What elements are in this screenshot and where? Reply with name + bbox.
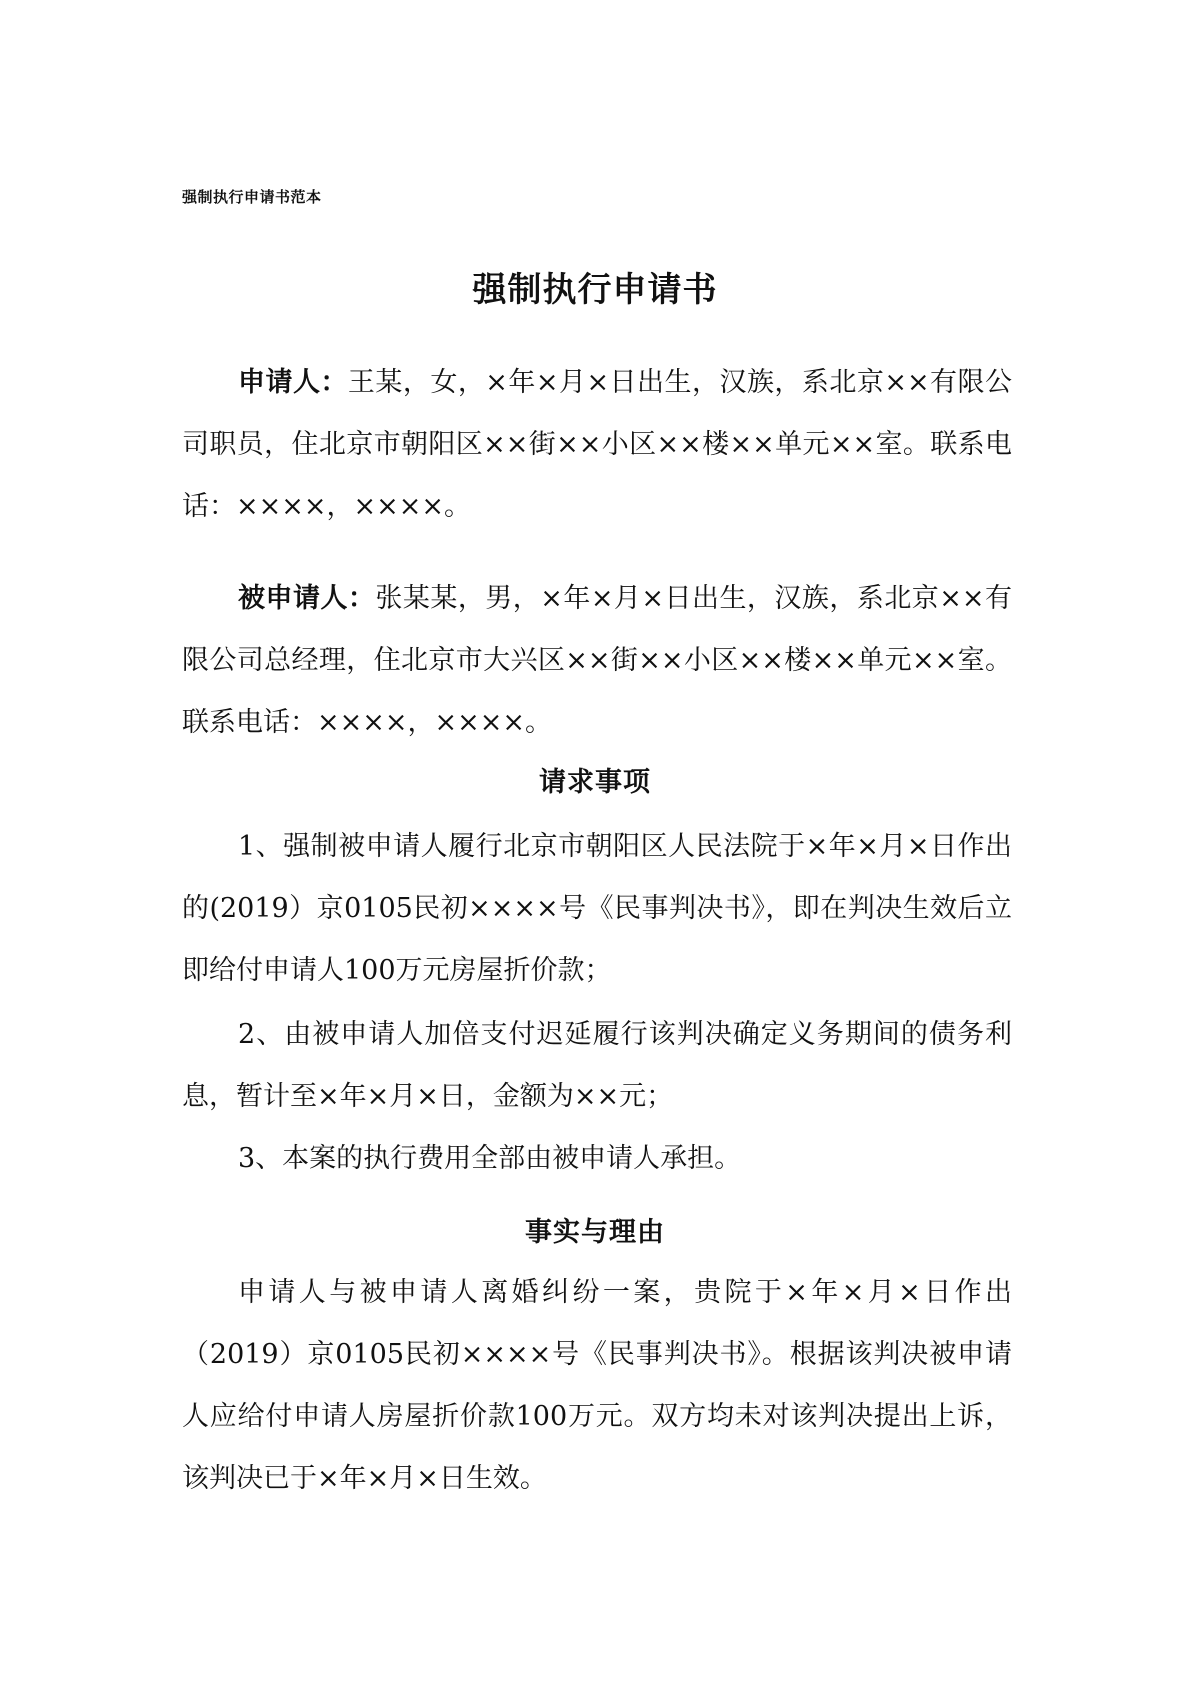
facts-heading: 事实与理由 — [525, 1217, 665, 1248]
claim-item-1: 1、强制被申请人履行北京市朝阳区人民法院于×年×月×日作出的(2019）京0105民初××××号《民事判决书》，即在判决生效后立即给付申请人100万元房屋折价款； — [182, 831, 1012, 986]
header-note: 强制执行申请书范本 — [182, 188, 322, 206]
respondent-label: 被申请人： — [238, 583, 376, 614]
claim-item-3: 3、本案的执行费用全部由被申请人承担。 — [238, 1143, 742, 1174]
document-title: 强制执行申请书 — [472, 270, 718, 310]
applicant-paragraph — [182, 352, 1012, 538]
claim-item-2: 2、由被申请人加倍支付迟延履行该判决确定义务期间的债务利息，暂计至×年×月×日，金额为××元； — [182, 1019, 1012, 1112]
respondent-text: 张某某，男，×年×月×日出生，汉族，系北京××有限公司总经理，住北京市大兴区××街××小区××楼××单元××室。联系电话：××××，××××。 — [182, 583, 1012, 738]
respondent-paragraph — [182, 568, 1012, 754]
applicant-text: 王某，女，×年×月×日出生，汉族，系北京××有限公司职员，住北京市朝阳区××街××小区××楼××单元××室。联系电话：××××，××××。 — [182, 367, 1013, 522]
facts-paragraph: 申请人与被申请人离婚纠纷一案，贵院于×年×月×日作出（2019）京0105民初××××号《民事判决书》。根据该判决被申请人应给付申请人房屋折价款100万元。双方均未对该判决提出上诉，该判决已于×年×月×日生效。 — [182, 1277, 1012, 1494]
claims-heading: 请求事项 — [539, 767, 651, 798]
applicant-label: 申请人： — [238, 367, 348, 398]
